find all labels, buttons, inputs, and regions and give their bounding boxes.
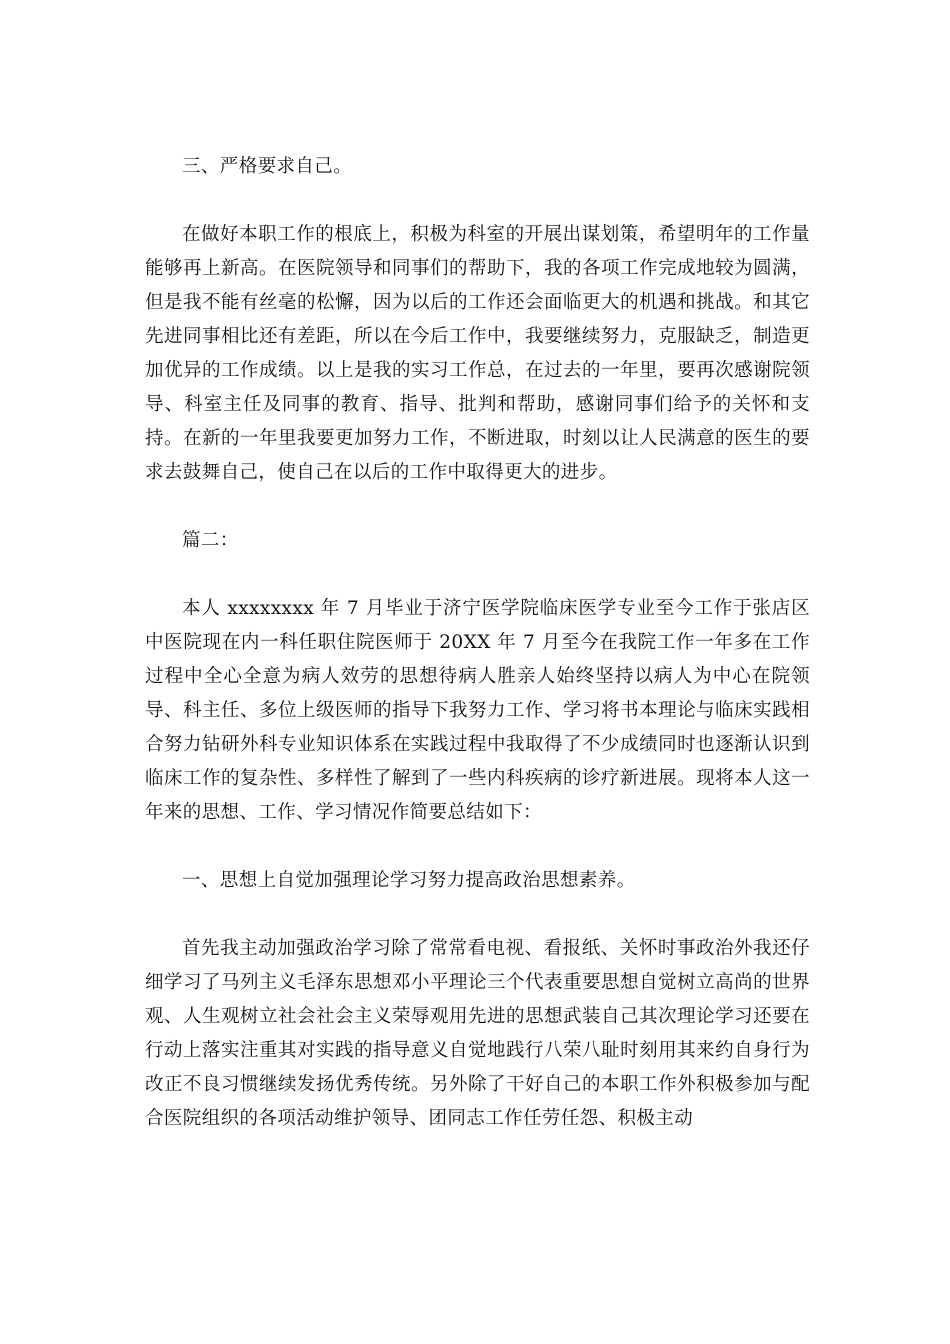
paragraph-gap	[145, 490, 810, 524]
section-heading-1: 一、思想上自觉加强理论学习努力提高政治思想素养。	[182, 870, 636, 891]
body-paragraph: 在做好本职工作的根底上，积极为科室的开展出谋划策，希望明年的工作量能够再上新高。在医院领导和同事们的帮助下，我的各项工作完成地较为圆满，但是我不能有丝毫的松懈，因为以后的工作还会面临更大的机遇和挑战。和其它先进同事相比还有差距，所以在今后工作中，我要继续努力，克服缺乏，制造更加优异的工作成绩。以上是我的实习工作总，在过去的一年里，要再次感谢院领导、科室主任及同事的教育、指导、批判和帮助，感谢同事们给予的关怀和支持。在新的一年里我要更加努力工作，不断进取，时刻以让人民满意的医生的要求去鼓舞自己，使自己在以后的工作中取得更大的进步。	[145, 224, 810, 483]
paragraph-gap	[145, 898, 810, 932]
paragraph-gap	[145, 184, 810, 218]
paragraph-gap	[145, 830, 810, 864]
document-body	[145, 150, 810, 1136]
section-heading-3: 三、严格要求自己。	[182, 156, 353, 177]
paragraph-gap	[145, 558, 810, 592]
body-paragraph: 首先我主动加强政治学习除了常常看电视、看报纸、关怀时事政治外我还仔细学习了马列主义毛泽东思想邓小平理论三个代表重要思想自觉树立高尚的世界观、人生观树立社会社会主义荣辱观用先进的思想武装自己其次理论学习还要在行动上落实注重其对实践的指导意义自觉地践行八荣八耻时刻用其来约自身行为改正不良习惯继续发扬优秀传统。另外除了干好自己的本职工作外积极参加与配合医院组织的各项活动维护领导、团同志工作任劳任怨、积极主动	[145, 938, 810, 1129]
article-two-heading: 篇二：	[182, 530, 239, 551]
body-paragraph: 本人 xxxxxxxx 年 7 月毕业于济宁医学院临床医学专业至今工作于张店区中医院现在内一科任职住院医师于 20XX 年 7 月至今在我院工作一年多在工作过程中全心全意为病人效劳的思想待病人胜亲人始终坚持以病人为中心在院领导、科主任、多位上级医师的指导下我努力工作、学习将书本理论与临床实践相合努力钻研外科专业知识体系在实践过程中我取得了不少成绩同时也逐渐认识到临床工作的复杂性、多样性了解到了一些内科疾病的诊疗新进展。现将本人这一年来的思想、工作、学习情况作简要总结如下：	[145, 598, 810, 823]
